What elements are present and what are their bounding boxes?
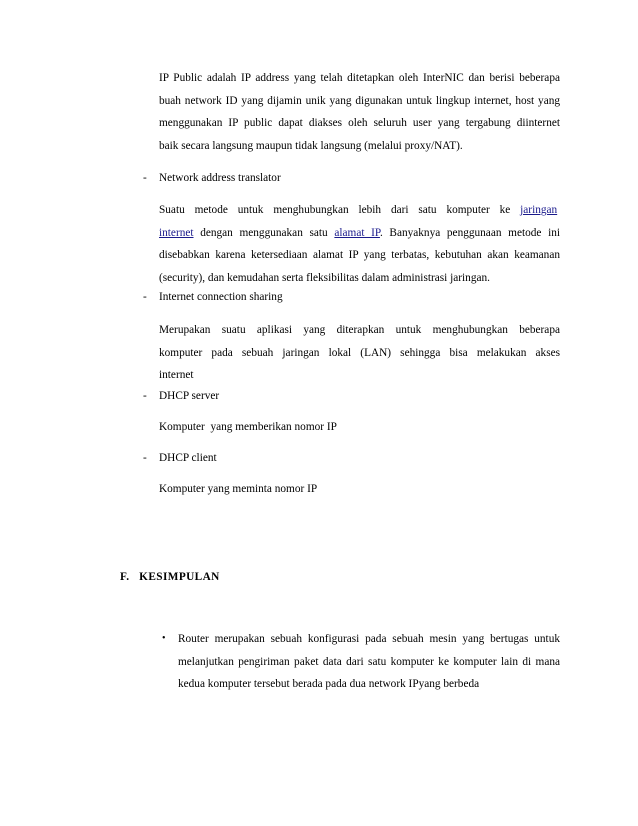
internet-link[interactable]: internet	[159, 226, 194, 239]
list-dash: -	[143, 291, 147, 303]
section-heading-kesimpulan: F. KESIMPULAN	[120, 571, 220, 583]
item-title-nat: Network address translator	[159, 172, 281, 184]
kesimpulan-bullet-text	[178, 628, 560, 696]
list-dash: -	[143, 390, 147, 402]
item-title-dhcp-server: DHCP server	[159, 390, 220, 402]
nat-desc-text: dengan menggunakan satu	[200, 226, 328, 239]
dhcp-client-description: Komputer yang meminta nomor IP	[159, 483, 318, 495]
list-dash: -	[143, 172, 147, 184]
nat-desc-text: Suatu metode untuk menghubungkan lebih dari satu komputer ke	[159, 204, 511, 216]
list-dash: -	[143, 452, 147, 464]
item-title-dhcp-client: DHCP client	[159, 452, 217, 464]
jaringan-link[interactable]: jaringan	[520, 204, 558, 216]
intro-line: buah network ID yang dijamin unik yang digunakan untuk lingkup internet, host yang	[159, 94, 560, 107]
intro-line: IP Public adalah IP address yang telah ditetapkan oleh InterNIC dan berisi beberapa	[159, 72, 560, 84]
nat-desc-line	[159, 222, 560, 245]
ics-desc-line: internet	[159, 369, 194, 381]
bullet-line: kedua komputer tersebut berada pada dua network IPyang berbeda	[178, 678, 480, 690]
intro-line: menggunakan IP public dapat diakses oleh seluruh user yang tergabung diinternet	[159, 117, 560, 129]
nat-desc-line: disebabkan karena ketersediaan alamat IP yang terbatas, kebutuhan akan keamanan	[159, 249, 560, 261]
dhcp-server-description: Komputer yang memberikan nomor IP	[159, 421, 337, 433]
bullet-line: Router merupakan sebuah konfigurasi pada sebuah mesin yang bertugas untuk	[178, 633, 560, 645]
nat-desc-text: . Banyaknya penggunaan metode ini	[379, 226, 560, 239]
bullet-line: melanjutkan pengiriman paket data dari satu komputer ke komputer lain di mana	[178, 655, 560, 668]
nat-desc-line	[159, 199, 560, 222]
nat-desc-line: (security), dan kemudahan serta fleksibilitas dalam administrasi jaringan.	[159, 271, 490, 284]
alamat-ip-link[interactable]: alamat IP	[334, 226, 380, 239]
bullet-icon: •	[162, 633, 166, 644]
nat-description	[159, 199, 560, 289]
ics-description	[159, 319, 560, 387]
intro-line: baik secara langsung maupun tidak langsung (melalui proxy/NAT).	[159, 139, 463, 152]
ics-desc-line: Merupakan suatu aplikasi yang diterapkan untuk menghubungkan beberapa	[159, 324, 560, 336]
intro-paragraph	[159, 67, 560, 157]
ics-desc-line: komputer pada sebuah jaringan lokal (LAN) sehingga bisa melakukan akses	[159, 346, 560, 359]
item-title-ics: Internet connection sharing	[159, 291, 283, 303]
